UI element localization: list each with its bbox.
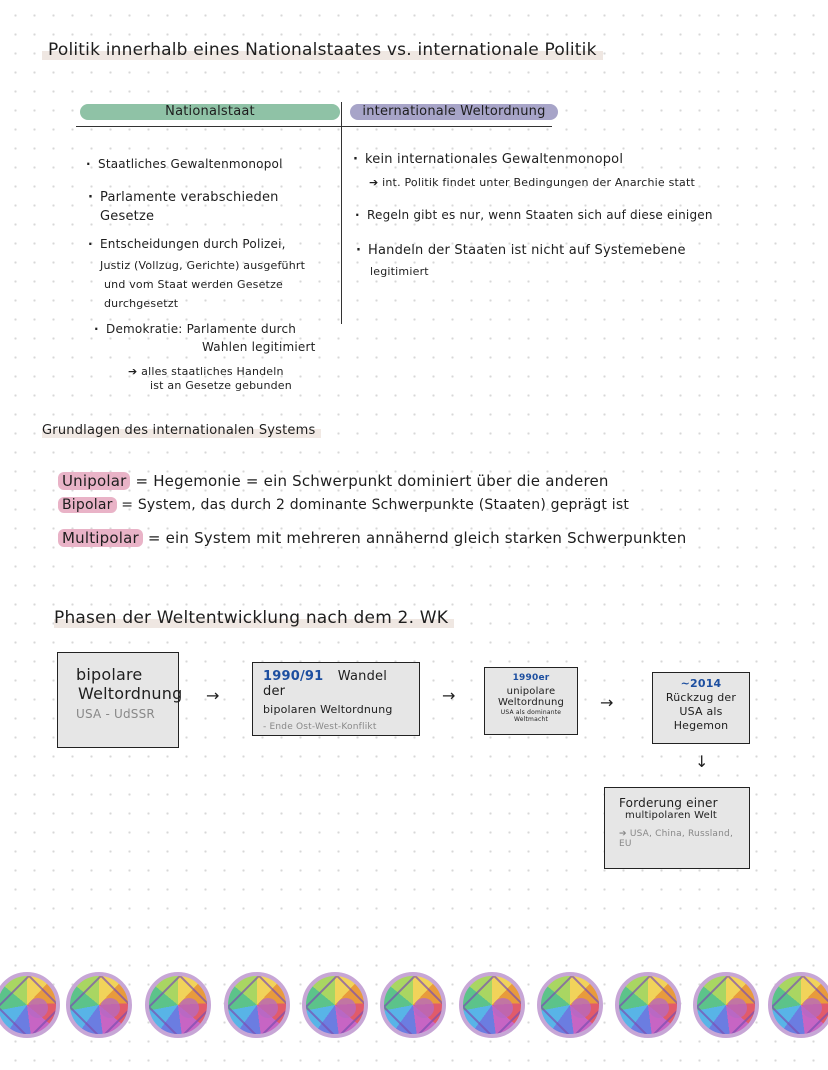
decorative-badge-icon: [459, 972, 525, 1038]
box-note: - Ende Ost-West-Konflikt: [263, 722, 377, 732]
box-line: Weltordnung: [497, 697, 565, 708]
section-heading-phasen: Phasen der Weltentwicklung nach dem 2. WK: [54, 608, 454, 628]
table-divider-horizontal: [76, 126, 552, 127]
list-item-cont: und vom Staat werden Gesetze: [104, 278, 284, 291]
box-note: USA - UdSSR: [76, 707, 155, 721]
decorative-badge-icon: [302, 972, 368, 1038]
arrow-icon: ➔: [619, 829, 627, 839]
nationalstaat-header: Nationalstaat: [80, 104, 340, 120]
box-year: 1990er: [512, 673, 550, 683]
box-year: 1990/91: [263, 669, 324, 684]
box-line: Rückzug der: [665, 691, 737, 704]
decorative-badge-icon: [66, 972, 132, 1038]
definition-bipolar: [58, 497, 629, 513]
box-line: Forderung einer: [619, 796, 718, 810]
definition-text: = Hegemonie = ein Schwerpunkt dominiert über die anderen: [135, 472, 609, 490]
box-line: unipolare: [506, 686, 556, 697]
decorative-badge-icon: [693, 972, 759, 1038]
decorative-badge-icon: [768, 972, 828, 1038]
arrow-icon: ➔: [369, 176, 379, 189]
decorative-badge-icon: [0, 972, 60, 1038]
list-item-cont: durchgesetzt: [104, 297, 179, 310]
list-item: · kein internationales Gewaltenmonopol: [365, 152, 623, 167]
page-title: Politik innerhalb eines Nationalstaates vs. internationale Politik: [42, 40, 603, 60]
arrow-icon: ➔: [128, 365, 138, 378]
box-line: Wandel der: [263, 669, 388, 699]
decorative-badge-icon: [145, 972, 211, 1038]
box-note: USA als dominante Weltmacht: [500, 709, 562, 723]
box-line: multipolaren Welt: [625, 810, 718, 821]
arrow-down-icon: ↓: [695, 752, 709, 771]
list-item: · Staatliches Gewaltenmonopol: [98, 157, 283, 172]
definition-unipolar: [58, 472, 609, 490]
box-line: Hegemon: [673, 719, 729, 732]
decorative-badge-icon: [380, 972, 446, 1038]
decorative-badge-icon: [537, 972, 603, 1038]
phase-box-1990er: [484, 667, 578, 735]
list-item-cont: legitimiert: [370, 265, 429, 278]
box-note: USA, China, Russland, EU: [619, 829, 734, 849]
box-line: bipolare: [76, 665, 143, 684]
box-line: Weltordnung: [78, 684, 183, 703]
list-subitem: alles staatliches Handeln: [141, 365, 284, 378]
definition-text: = ein System mit mehreren annähernd gleich starken Schwerpunkten: [147, 529, 687, 547]
definition-multipolar: [58, 529, 686, 547]
decorative-badge-icon: [615, 972, 681, 1038]
table-divider-vertical: [341, 102, 342, 324]
arrow-right-icon: →: [600, 693, 614, 712]
box-year: ~2014: [680, 677, 722, 690]
decorative-badge-icon: [224, 972, 290, 1038]
list-item-cont: Gesetze: [100, 209, 155, 224]
phase-box-bipolar: [57, 652, 183, 748]
list-subitem: int. Politik findet unter Bedingungen der Anarchie statt: [382, 176, 695, 189]
list-item: · Handeln der Staaten ist nicht auf Systemebene: [368, 243, 686, 258]
phase-box-1990-91: [252, 662, 420, 736]
list-item: · Regeln gibt es nur, wenn Staaten sich auf diese einigen: [367, 208, 713, 223]
list-item: · Entscheidungen durch Polizei,: [100, 237, 286, 252]
list-item-cont: Wahlen legitimiert: [202, 340, 316, 354]
phase-box-multipolar: [604, 787, 750, 869]
list-item-cont: Justiz (Vollzug, Gerichte) ausgeführt: [100, 259, 306, 272]
definition-label: Bipolar: [58, 497, 117, 513]
definition-text: = System, das durch 2 dominante Schwerpunkte (Staaten) geprägt ist: [121, 497, 630, 513]
list-item: · Demokratie: Parlamente durch: [106, 322, 296, 337]
list-item: · Parlamente verabschieden: [100, 190, 279, 205]
box-line: bipolaren Weltordnung: [263, 703, 393, 716]
section-heading-grundlagen: Grundlagen des internationalen Systems: [42, 423, 321, 438]
definition-label: Multipolar: [58, 529, 143, 547]
phase-box-2014: [652, 672, 750, 744]
arrow-right-icon: →: [206, 686, 220, 705]
list-subitem-cont: ist an Gesetze gebunden: [150, 379, 292, 392]
box-line: USA als: [679, 705, 723, 718]
weltordnung-header: internationale Weltordnung: [350, 104, 558, 120]
arrow-right-icon: →: [442, 686, 456, 705]
definition-label: Unipolar: [58, 472, 130, 490]
